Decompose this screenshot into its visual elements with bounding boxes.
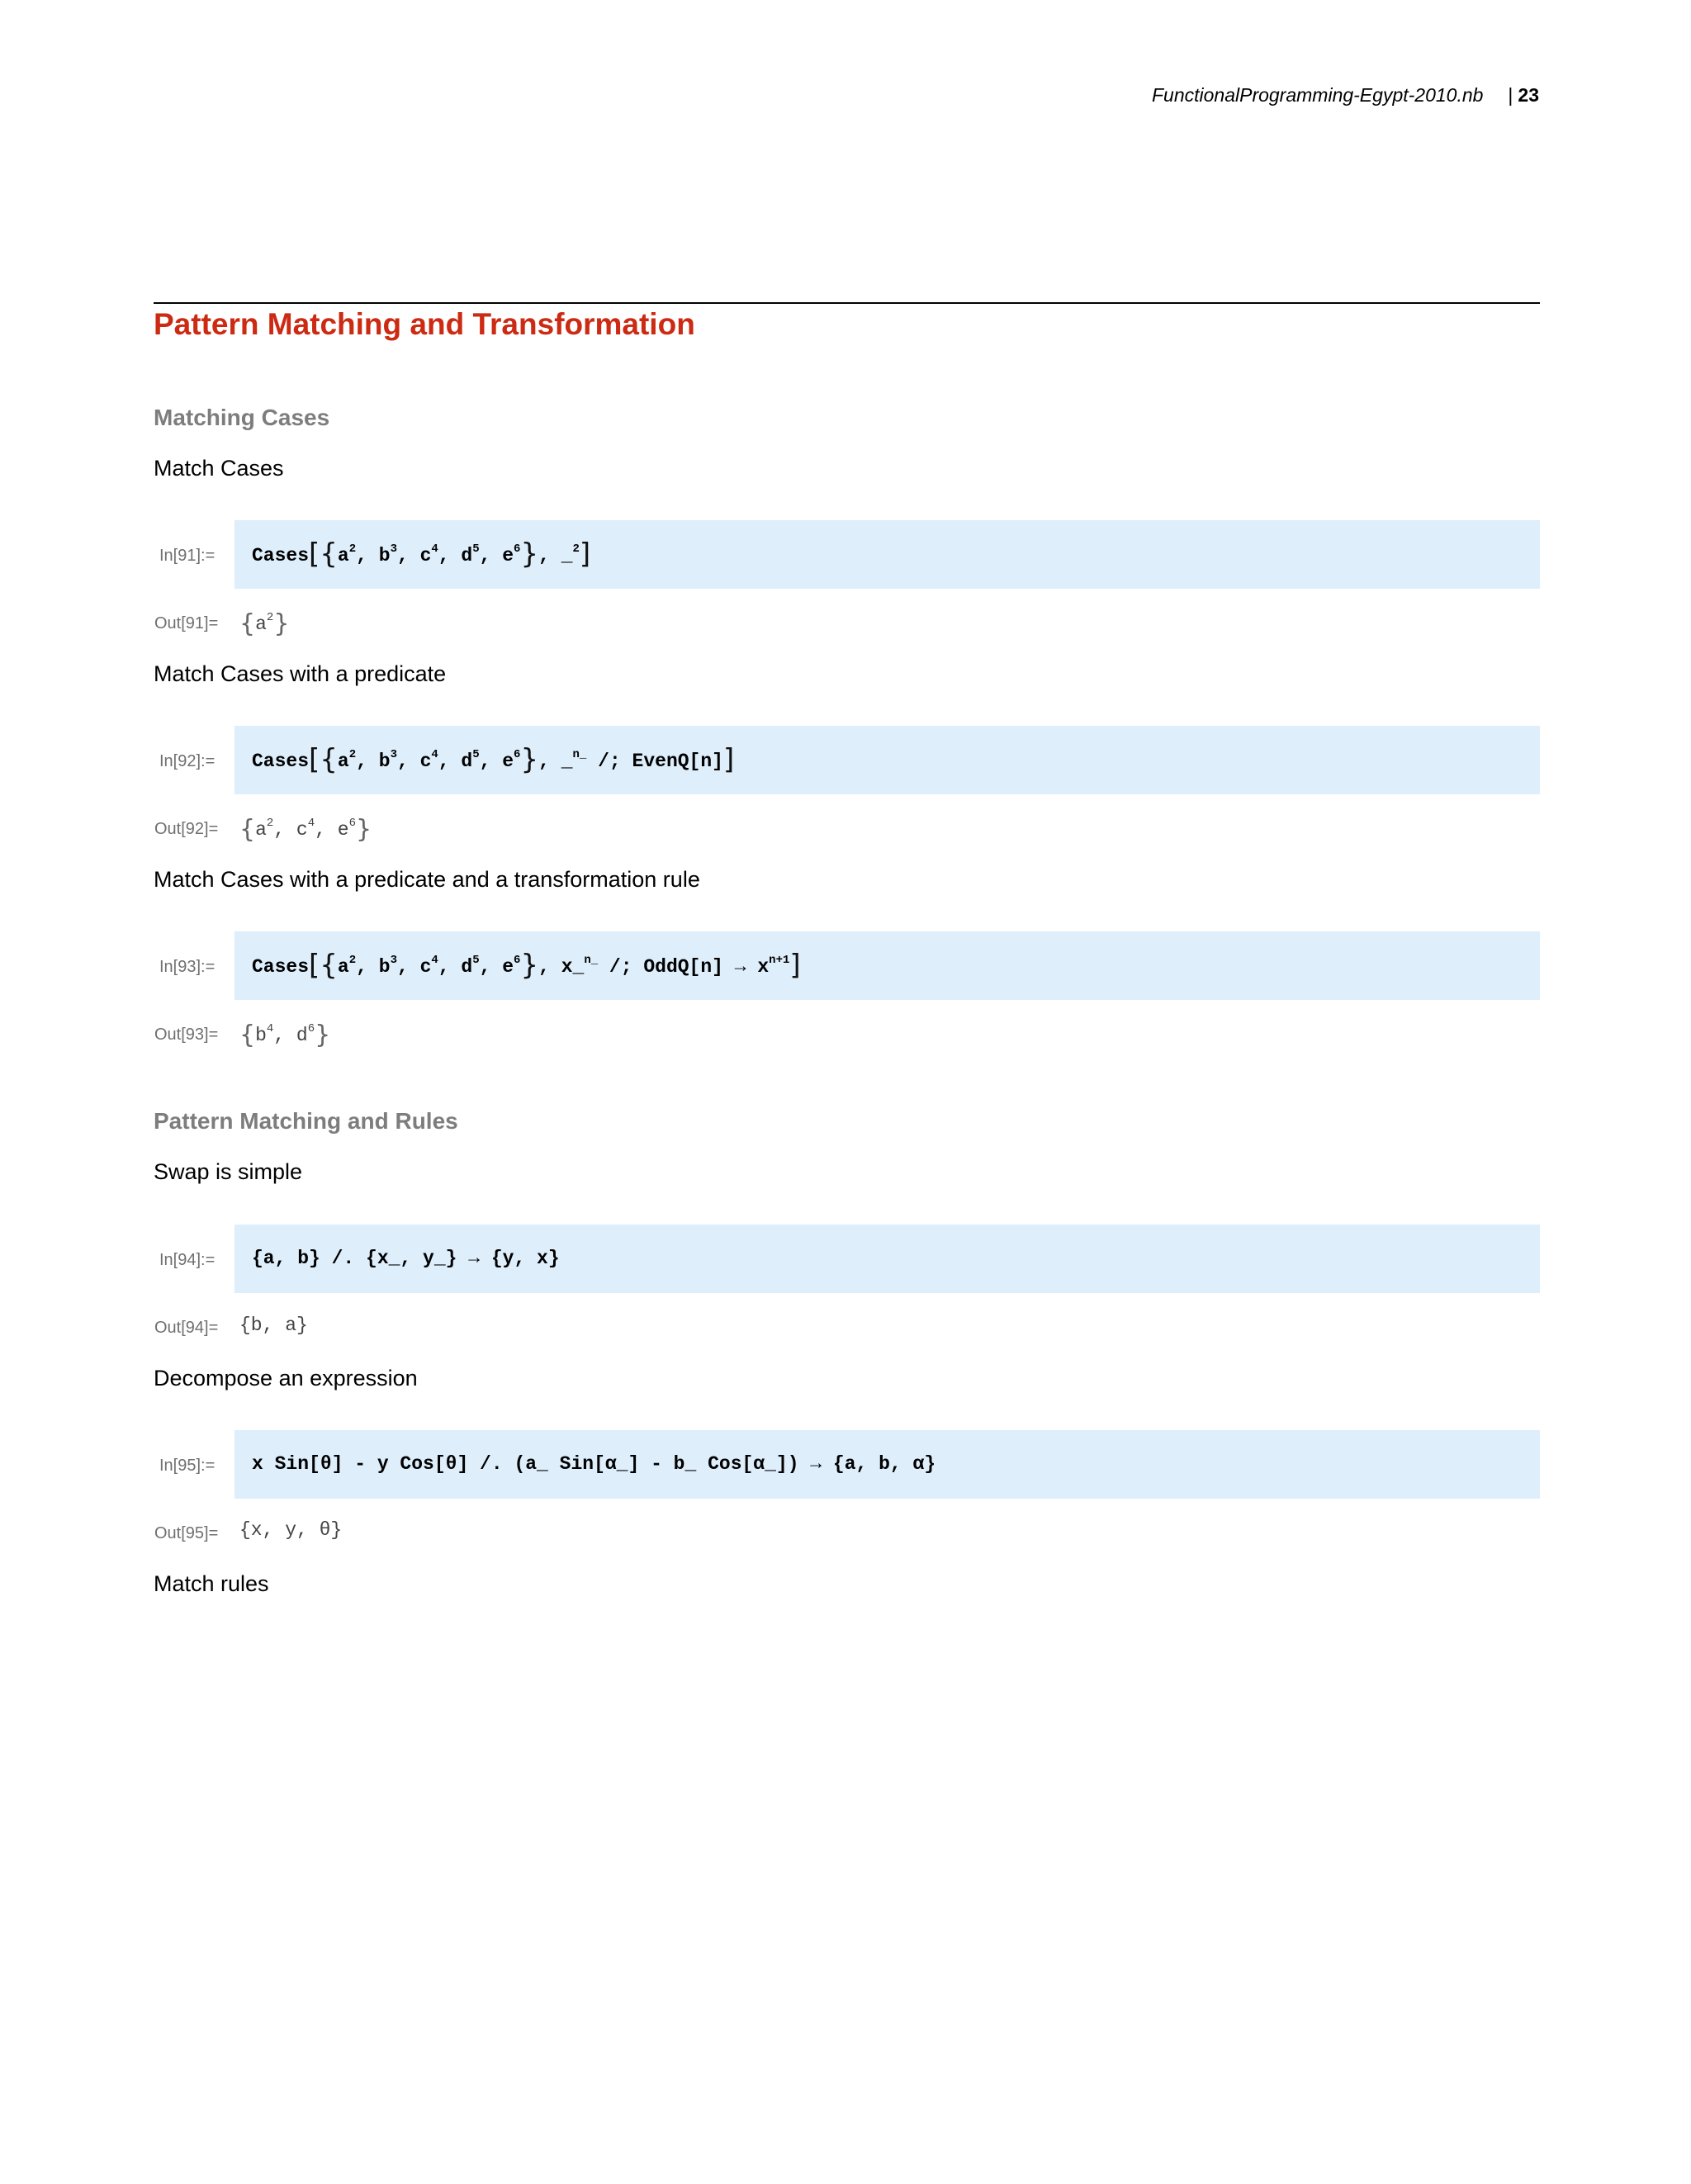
out-label-94: Out[94]= [154, 1319, 219, 1337]
input-code-93: $Cases[\{a^2$, $b^3$, $c^4$, $d^5$, $e^6$}, x_$^{n\_}$ /; OddQ[n] → $x^{n+1}$] [252, 949, 801, 982]
text-match-cases: Match Cases [154, 456, 284, 481]
output-95: {x, y, θ} [239, 1519, 343, 1541]
in-label-92: In[92]:= [159, 752, 216, 770]
input-cell-92[interactable] [234, 726, 1540, 794]
text-swap-simple: Swap is simple [154, 1159, 303, 1184]
input-code-91: $Cases[\{a^2$, $b^3$, $c^4$, $d^5$, $e^6$}, _$^2$] [252, 538, 591, 571]
section-title: Pattern Matching and Transformation [154, 307, 695, 341]
notebook-filename: FunctionalProgramming-Egypt-2010.nb [1151, 84, 1484, 106]
input-cell-94[interactable] [234, 1225, 1540, 1293]
page-number: 23 [1518, 84, 1539, 106]
output-94: {b, a} [239, 1315, 308, 1336]
page-header [1152, 84, 1539, 107]
input-code-92: $Cases[\{a^2$, $b^3$, $c^4$, $d^5$, $e^6$}, _$^{n\_}$ /; EvenQ[n]] [252, 743, 735, 776]
subsection-title-pattern-matching-rules: Pattern Matching and Rules [154, 1108, 458, 1134]
text-match-cases-predicate-rule: Match Cases with a predicate and a transformation rule [154, 867, 700, 892]
input-cell-91[interactable] [234, 520, 1540, 589]
text-match-rules: Match rules [154, 1571, 269, 1596]
input-code-95: x Sin[θ] - y Cos[θ] /. (a_ Sin[α_] - b_ Cos[α_]) → {a, b, α} [252, 1453, 936, 1475]
subsection-title-matching-cases: Matching Cases [154, 405, 330, 430]
output-92: {$a^2$, $c^4$, $e^6$} [239, 815, 372, 844]
out-label-93: Out[93]= [154, 1026, 219, 1044]
in-label-95: In[95]:= [159, 1457, 216, 1475]
input-cell-95[interactable] [234, 1430, 1540, 1499]
input-cell-93[interactable] [234, 931, 1540, 1000]
out-label-92: Out[92]= [154, 820, 219, 838]
section-rule [154, 302, 1540, 304]
text-match-cases-predicate: Match Cases with a predicate [154, 661, 447, 686]
text-decompose-expression: Decompose an expression [154, 1366, 418, 1390]
out-label-95: Out[95]= [154, 1524, 219, 1542]
in-label-91: In[91]:= [159, 547, 216, 565]
in-label-93: In[93]:= [159, 958, 216, 976]
out-label-91: Out[91]= [154, 614, 219, 632]
input-code-94: {a, b} /. {x_, y_} → {y, x} [252, 1248, 560, 1269]
header-separator: | [1508, 84, 1513, 106]
output-91: $\{a^2\}$ [239, 609, 290, 638]
in-label-94: In[94]:= [159, 1251, 216, 1269]
output-93: {$b^4$, $d^6$} [239, 1021, 331, 1049]
